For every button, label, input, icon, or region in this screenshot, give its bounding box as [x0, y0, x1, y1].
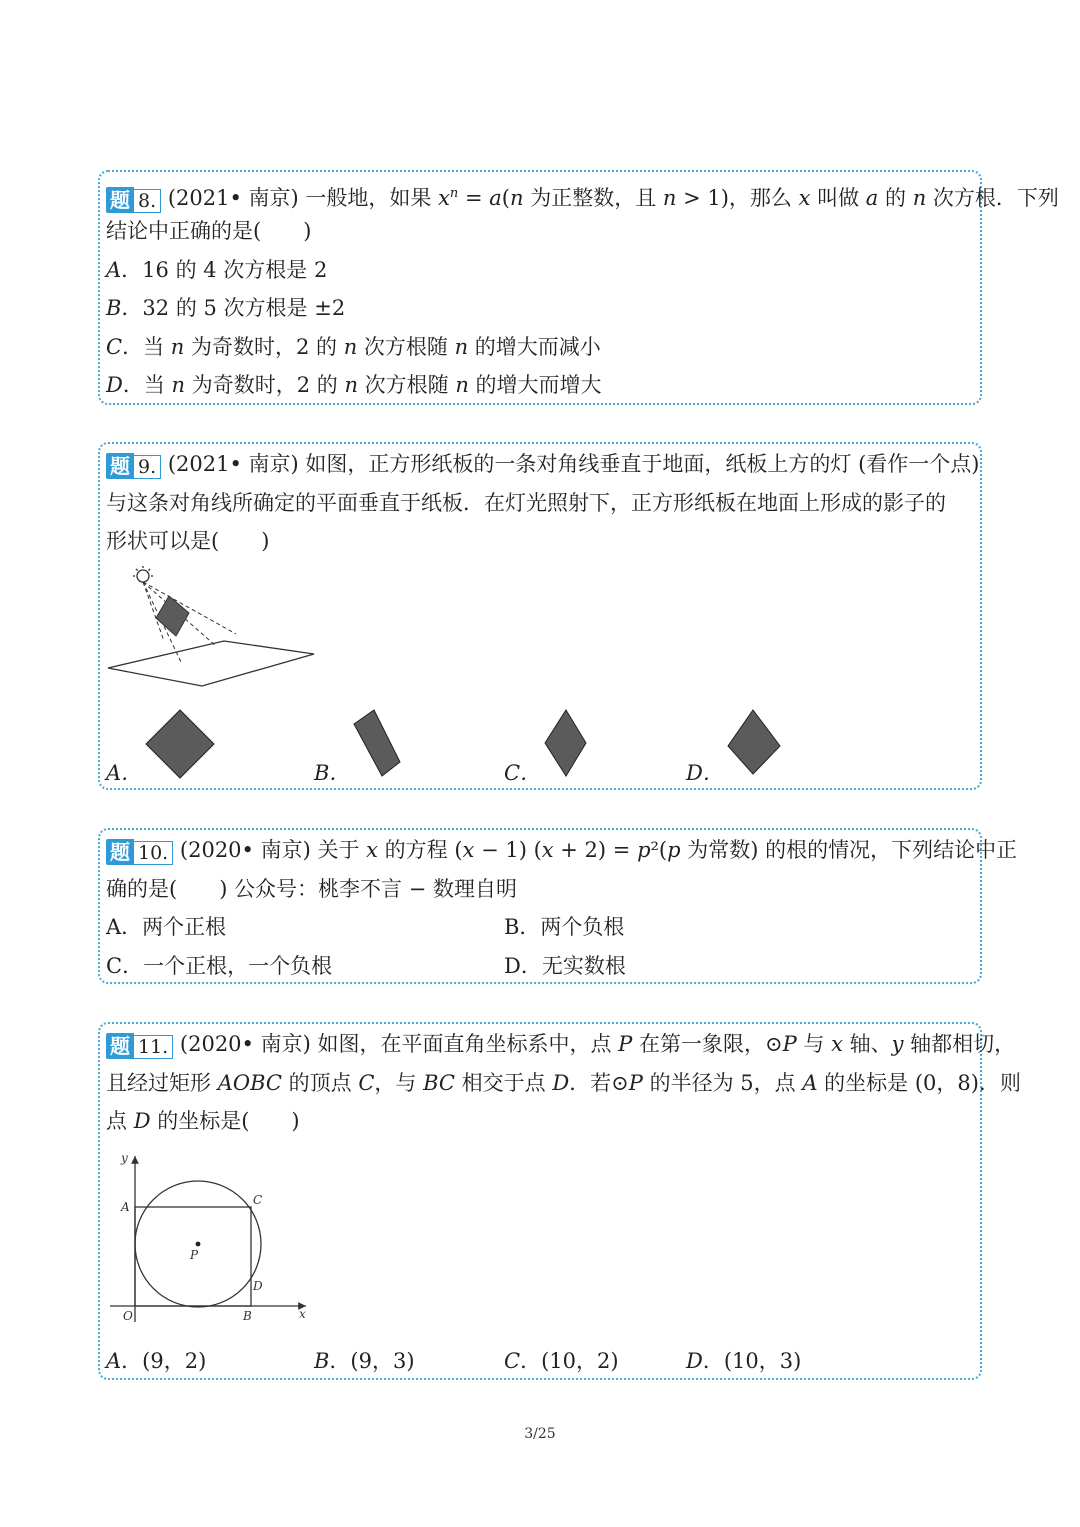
q8-option-c[interactable]: C．当 n 为奇数时，2 的 n 次方根随 n 的增大而减小 — [106, 335, 601, 359]
q11-option-a[interactable]: A．(9，2) — [106, 1349, 207, 1373]
label-p: P — [190, 1248, 199, 1262]
q9-option-a-shape — [146, 710, 216, 780]
q9-line1: 题 9. (2021• 南京) 如图，正方形纸板的一条对角线垂直于地面，纸板上方的灯 (看作一个点) — [106, 450, 979, 479]
q10-option-b[interactable]: B．两个负根 — [504, 915, 625, 939]
light-shadow-figure — [106, 566, 326, 696]
lamp-icon — [133, 566, 153, 582]
q11-option-d[interactable]: D．(10，3) — [686, 1349, 802, 1373]
q10-option-c[interactable]: C．一个正根，一个负根 — [106, 954, 333, 978]
q9-option-a[interactable]: A． — [106, 761, 143, 785]
question-tag: 题 9. — [106, 453, 161, 479]
label-d: D — [253, 1279, 263, 1293]
coordinate-figure — [106, 1148, 326, 1328]
q11-option-b[interactable]: B．(9，3) — [314, 1349, 415, 1373]
point-p — [196, 1242, 201, 1247]
q9-line3: 形状可以是( ) — [106, 529, 270, 553]
question-10-box — [98, 828, 1018, 984]
question-number: 9. — [133, 455, 161, 479]
ground-plane — [108, 641, 314, 686]
square-board — [156, 596, 189, 636]
label-y: y — [121, 1151, 128, 1165]
q9-option-b[interactable]: B． — [314, 761, 351, 785]
q8-line2: 结论中正确的是( ) — [106, 219, 312, 243]
q10-option-a[interactable]: A．两个正根 — [106, 915, 227, 939]
question-tag: 题 11. — [106, 1033, 173, 1059]
q11-line2: 且经过矩形 AOBC 的顶点 C，与 BC 相交于点 D．若⊙P 的半径为 5，点 A 的坐标是 (0，8)．则 — [106, 1071, 1021, 1095]
q9-line2: 与这条对角线所确定的平面垂直于纸板．在灯光照射下，正方形纸板在地面上形成的影子的 — [106, 491, 946, 515]
q10-option-d[interactable]: D．无实数根 — [504, 954, 626, 978]
label-a: A — [121, 1200, 130, 1214]
q9-option-c[interactable]: C． — [504, 761, 542, 785]
q8-line1: 题 8. (2021• 南京) 一般地，如果 $x^n = a(n$ 为正整数，且 n > 1)，那么 x 叫做 a 的 n 次方根．下列 — [106, 178, 1059, 213]
label-o: O — [123, 1309, 133, 1323]
q11-option-c[interactable]: C．(10，2) — [504, 1349, 619, 1373]
question-tag: 题 10. — [106, 839, 173, 865]
q9-option-c-shape — [545, 710, 589, 780]
question-number: 11. — [133, 1035, 173, 1059]
q9-option-d[interactable]: D． — [686, 761, 724, 785]
q10-line2: 确的是( ) 公众号：桃李不言 − 数理自明 — [106, 877, 518, 901]
question-9-box — [98, 442, 982, 790]
question-number: 8. — [133, 189, 161, 213]
label-c: C — [253, 1193, 263, 1207]
q10-line1: 题 10. (2020• 南京) 关于 x 的方程 (x − 1) (x + 2) = p²(p 为常数) 的根的情况，下列结论中正 — [106, 836, 1017, 865]
q8-option-b[interactable]: B．32 的 5 次方根是 ±2 — [106, 296, 346, 320]
label-x: x — [299, 1307, 306, 1321]
q9-option-b-shape — [354, 710, 404, 780]
page-number: 3/25 — [524, 1426, 556, 1442]
question-11-box — [98, 1022, 1021, 1380]
question-tag: 题 8. — [106, 187, 161, 213]
q9-option-d-shape — [728, 710, 782, 780]
q11-line3: 点 D 的坐标是( ) — [106, 1109, 300, 1133]
label-b: B — [243, 1309, 252, 1323]
q11-line1: 题 11. (2020• 南京) 如图，在平面直角坐标系中，点 P 在第一象限，⊙P 与 x 轴、y 轴都相切， — [106, 1030, 1015, 1059]
q8-option-d[interactable]: D．当 n 为奇数时，2 的 n 次方根随 n 的增大而增大 — [106, 373, 602, 397]
question-8-box — [98, 170, 1059, 405]
q8-option-a[interactable]: A．16 的 4 次方根是 2 — [106, 258, 328, 282]
question-number: 10. — [133, 841, 173, 865]
